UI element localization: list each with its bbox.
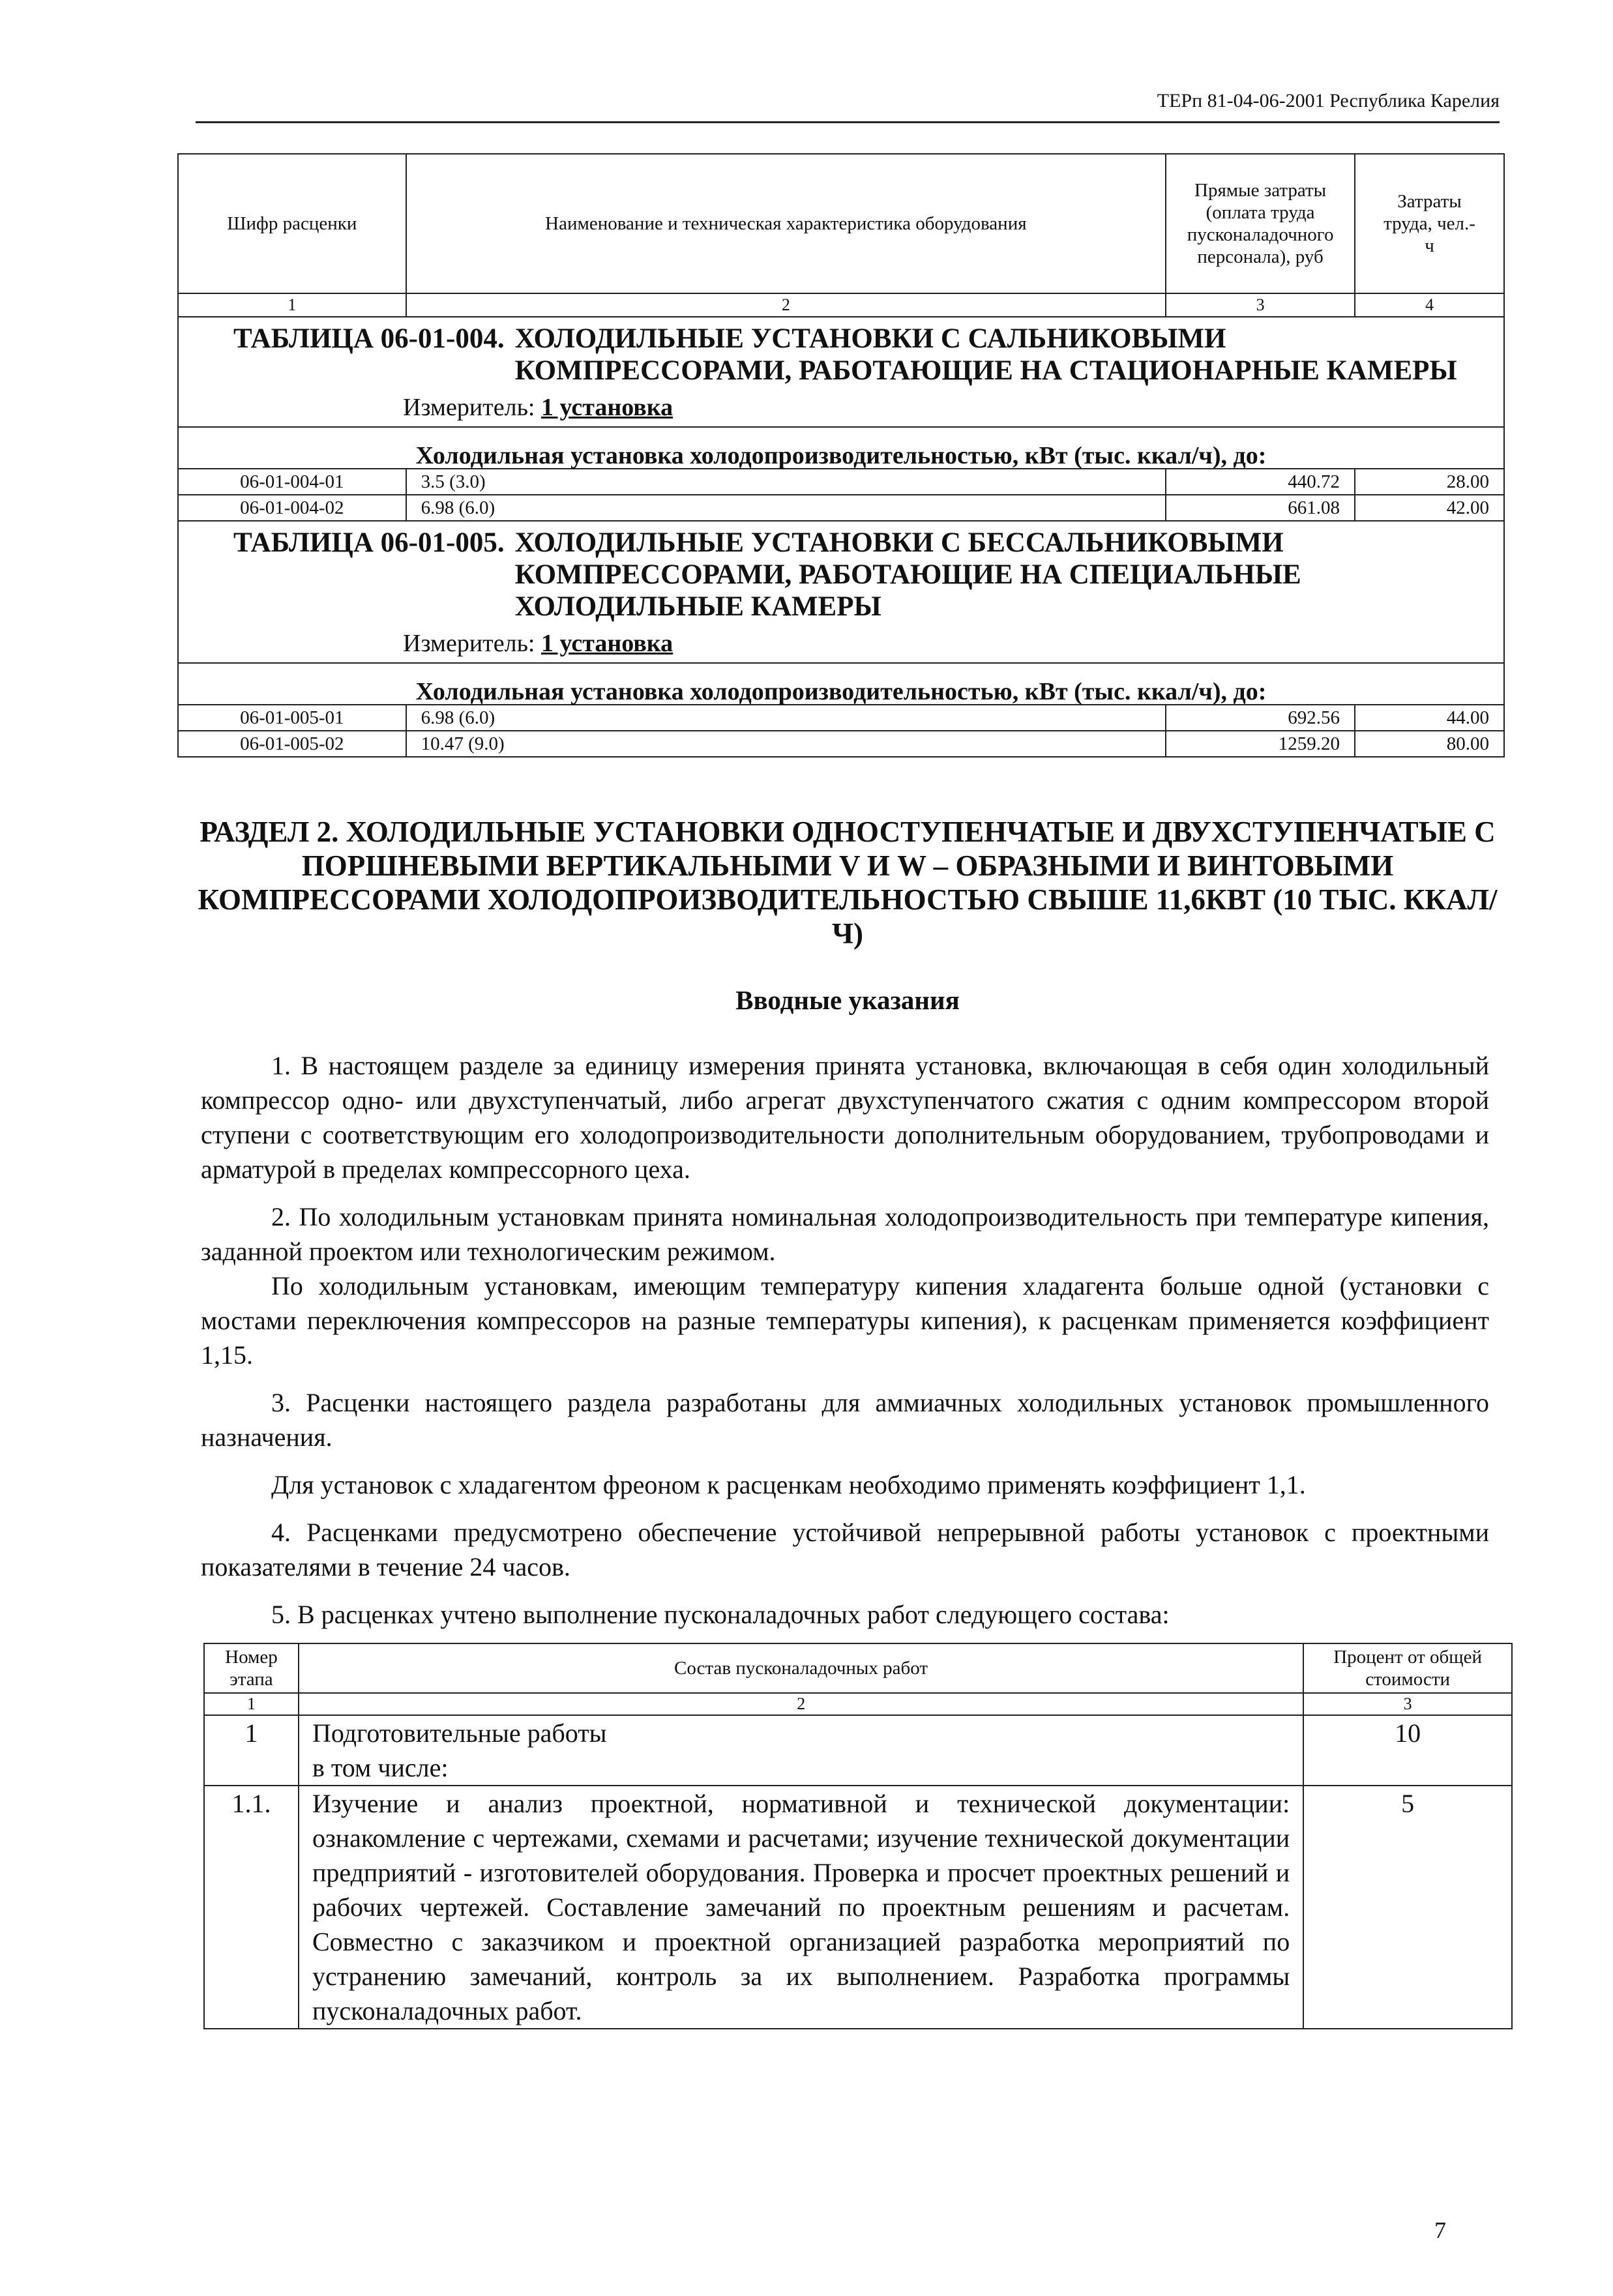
table-row <box>178 705 1504 731</box>
col-header-percent: Процент от общей стоимости <box>1303 1643 1512 1693</box>
rate-code: 06-01-005-01 <box>178 705 406 731</box>
rate-cost: 661.08 <box>1166 495 1355 521</box>
column-numbers-row <box>204 1693 1512 1715</box>
stage-description: Изучение и анализ проектной, нормативной и технической документации: ознакомление с чертежами, схемами и расчетами; изучение технической документации предприятий - изготовителей оборудования. Проверка и просчет проектных решений и рабочих чертежей. Составление замечаний по проектным решениям и расчетам. Совместно с заказчиком и проектной организацией разработка мероприятий по устранению замечаний, контроль за их выполнением. Разработка программы пусконаладочных работ. <box>299 1786 1303 2029</box>
table-label: ТАБЛИЦА 06-01-004. <box>233 323 505 354</box>
col-number: 1 <box>178 293 406 317</box>
stage-description <box>299 1715 1303 1786</box>
paragraph: 5. В расценках учтено выполнение пусконаладочных работ следующего состава: <box>271 1600 1170 1629</box>
rate-code: 06-01-005-02 <box>178 731 406 757</box>
table-title-row <box>178 317 1504 427</box>
rate-code: 06-01-004-02 <box>178 495 406 521</box>
rate-name: 10.47 (9.0) <box>406 731 1166 757</box>
table-title: ХОЛОДИЛЬНЫЕ УСТАНОВКИ С САЛЬНИКОВЫМИ КОМПРЕССОРАМИ, РАБОТАЮЩИЕ НА СТАЦИОНАРНЫЕ КАМЕРЫ <box>514 323 1457 386</box>
measure-label: Измеритель: <box>403 394 535 421</box>
rate-cost: 1259.20 <box>1166 731 1355 757</box>
col-header-labor: Затраты труда, чел.-ч <box>1355 154 1504 293</box>
rate-code: 06-01-004-01 <box>178 469 406 495</box>
rate-cost: 692.56 <box>1166 705 1355 731</box>
table-row <box>178 731 1504 757</box>
col-header-work: Состав пусконаладочных работ <box>299 1643 1303 1693</box>
table-row <box>178 495 1504 521</box>
table-row <box>204 1786 1512 2029</box>
table-row <box>204 1715 1512 1786</box>
measure-line <box>233 628 1484 660</box>
document-code: ТЕРп 81-04-06-2001 Республика Карелия <box>1157 90 1500 111</box>
paragraph: 3. Расценки настоящего раздела разработаны для аммиачных холодильных установок промышленного назначения. <box>201 1388 1489 1452</box>
page-header <box>196 90 1500 123</box>
rate-labor: 42.00 <box>1355 495 1504 521</box>
section-title: РАЗДЕЛ 2. ХОЛОДИЛЬНЫЕ УСТАНОВКИ ОДНОСТУПЕНЧАТЫЕ И ДВУХСТУПЕНЧАТЫЕ С ПОРШНЕВЫМИ ВЕРТИКАЛЬНЫМИ V И W – ОБРАЗНЫМИ И ВИНТОВЫМИ КОМПРЕССОРАМИ ХОЛОДОПРОИЗВОДИТЕЛЬНОСТЬЮ СВЫШЕ 11,6КВТ (10 ТЫС. ККАЛ/Ч) <box>198 816 1498 950</box>
stage-number: 1.1. <box>204 1786 299 2029</box>
stage-number: 1 <box>204 1715 299 1786</box>
measure-value: 1 установка <box>541 630 673 657</box>
col-number: 3 <box>1303 1693 1512 1715</box>
table-label: ТАБЛИЦА 06-01-005. <box>233 527 505 558</box>
paragraph: 2. По холодильным установкам принята номинальная холодопроизводительность при температуре кипения, заданной проектом или технологическим режимом. <box>201 1202 1489 1266</box>
rate-labor: 80.00 <box>1355 731 1504 757</box>
rate-labor: 44.00 <box>1355 705 1504 731</box>
paragraph: 4. Расценками предусмотрено обеспечение устойчивой непрерывной работы установок с проектными показателями в течение 24 часов. <box>201 1518 1489 1582</box>
col-number: 2 <box>406 293 1166 317</box>
col-number: 1 <box>204 1693 299 1715</box>
col-header-stage: Номер этапа <box>204 1643 299 1693</box>
paragraph: Для установок с хладагентом фреоном к расценкам необходимо применять коэффициент 1,1. <box>271 1470 1306 1499</box>
table-heading <box>233 527 1484 623</box>
page-number: 7 <box>1434 2217 1446 2243</box>
col-number: 3 <box>1166 293 1355 317</box>
rate-name: 6.98 (6.0) <box>406 495 1166 521</box>
column-numbers-row <box>178 293 1504 317</box>
paragraph: 1. В настоящем разделе за единицу измерения принята установка, включающая в себя один холодильный компрессор одно- или двухступенчатый, либо агрегат двухступенчатого сжатия с одним компрессором второй ступени с соответствующим его холодопроизводительности дополнительным оборудованием, трубопроводами и арматурой в пределах компрессорного цеха. <box>201 1051 1489 1184</box>
table-heading <box>233 323 1484 387</box>
rate-name: 3.5 (3.0) <box>406 469 1166 495</box>
subheading-row <box>178 427 1504 469</box>
col-number: 4 <box>1355 293 1504 317</box>
paragraph: По холодильным установкам, имеющим температуру кипения хладагента больше одной (установки с мостами переключения компрессоров на разные температуры кипения), к расценкам применяется коэффициент 1,15. <box>201 1271 1489 1370</box>
stage-percent: 5 <box>1303 1786 1512 2029</box>
col-number: 2 <box>299 1693 1303 1715</box>
measure-label: Измеритель: <box>403 630 535 657</box>
rate-cost: 440.72 <box>1166 469 1355 495</box>
subheading: Холодильная установка холодопроизводительностью, кВт (тыс. ккал/ч), до: <box>178 663 1504 705</box>
stage-line: Подготовительные работы <box>312 1718 607 1748</box>
stage-percent: 10 <box>1303 1715 1512 1786</box>
col-header-cost: Прямые затраты (оплата труда пусконаладочного персонала), руб <box>1166 154 1355 293</box>
stage-line: в том числе: <box>312 1753 449 1782</box>
col-header-name: Наименование и техническая характеристика оборудования <box>406 154 1166 293</box>
stages-table <box>203 1643 1513 2029</box>
rates-table <box>177 153 1505 758</box>
col-header-code: Шифр расценки <box>178 154 406 293</box>
measure-line <box>233 392 1484 424</box>
table-title-row <box>178 521 1504 663</box>
rate-labor: 28.00 <box>1355 469 1504 495</box>
measure-value: 1 установка <box>541 394 673 421</box>
intro-title: Вводные указания <box>735 985 960 1015</box>
subheading: Холодильная установка холодопроизводительностью, кВт (тыс. ккал/ч), до: <box>178 427 1504 469</box>
rate-name: 6.98 (6.0) <box>406 705 1166 731</box>
subheading-row <box>178 663 1504 705</box>
table-row <box>178 469 1504 495</box>
intro-paragraphs <box>201 1048 1489 1645</box>
table-title: ХОЛОДИЛЬНЫЕ УСТАНОВКИ С БЕССАЛЬНИКОВЫМИ КОМПРЕССОРАМИ, РАБОТАЮЩИЕ НА СПЕЦИАЛЬНЫЕ ХОЛОДИЛЬНЫЕ КАМЕРЫ <box>514 527 1301 622</box>
